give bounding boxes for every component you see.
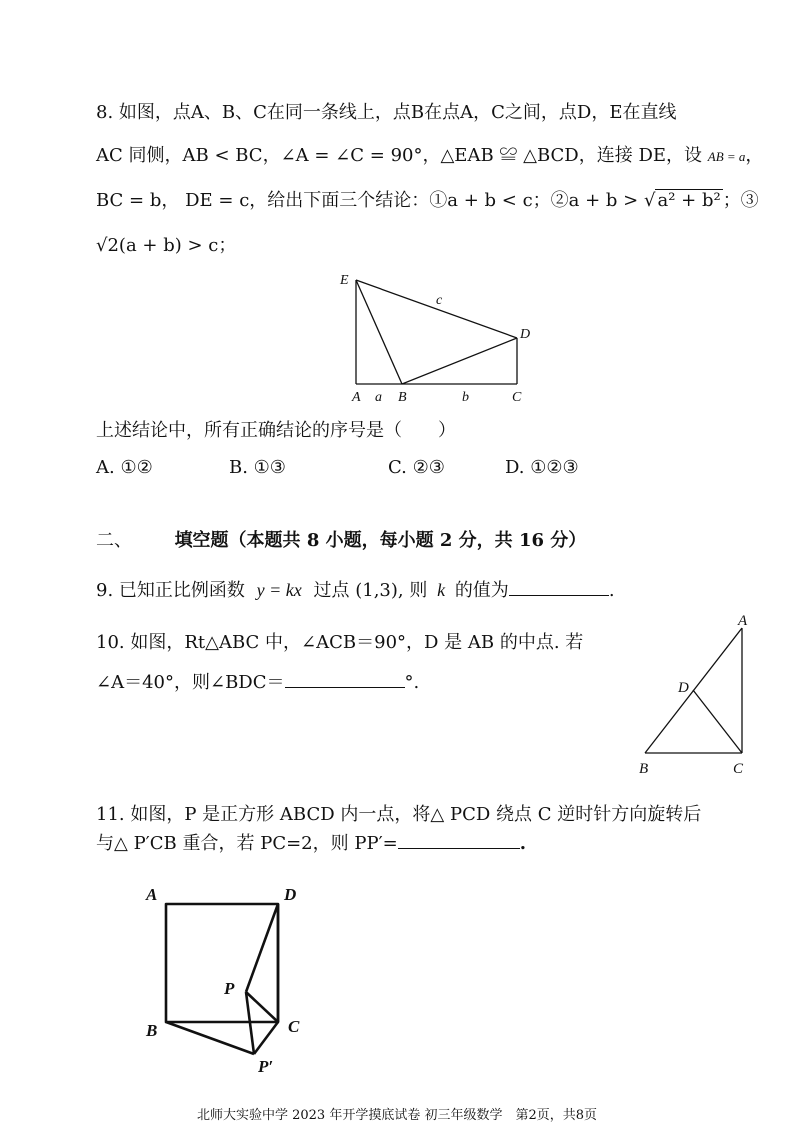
section2-heading (96, 526, 586, 552)
q8-line3 (96, 186, 759, 212)
q11-line2-end: . (519, 833, 527, 854)
q9-var: k (437, 580, 446, 600)
q9-end: . (608, 580, 615, 601)
q8-question: 上述结论中，所有正确结论的序号是（ ） (96, 420, 456, 441)
q8-line2-text: AC 同侧，AB < BC，∠A = ∠C = 90°，△EAB ≌ △BCD，连接 DE，设 (96, 145, 703, 166)
q8-line4-text: (a + b) > c； (118, 235, 237, 256)
q11-seg-P2C (254, 1022, 278, 1054)
q9-line (96, 576, 615, 602)
q8-sqrt: √ a² + b² (643, 190, 721, 211)
q10-label-D: D (678, 680, 689, 696)
q8-line1: 8. 如图，点A、B、C在同一条线上，点B在点A，C之间，点D，E在直线 (96, 102, 677, 123)
q8-label-E: E (340, 273, 349, 288)
q10-answer-blank[interactable] (285, 671, 405, 688)
q10-figure (632, 608, 762, 780)
q11-square (166, 904, 278, 1022)
q11-label-D: D (284, 885, 297, 904)
q11-answer-blank[interactable] (398, 832, 520, 849)
q8-label-D: D (520, 327, 531, 342)
q11-line2-text: 与△ P′CB 重合，若 PC=2，则 PP′= (96, 833, 398, 854)
q10-label-A: A (738, 613, 748, 629)
q8-option-d: D. ①②③ (505, 457, 579, 478)
q8-sqrt2: √2 (96, 235, 119, 256)
q11-line1: 11. 如图，P 是正方形 ABCD 内一点，将△ PCD 绕点 C 逆时针方向旋转后 (96, 804, 702, 825)
q8-seg-ED (356, 280, 517, 338)
q8-option-c: C. ②③ (388, 457, 445, 478)
section2-number: 二、 (96, 530, 132, 551)
q8-label-c: c (436, 293, 443, 308)
q9-answer-blank[interactable] (509, 579, 609, 596)
q8-option-b: B. ①③ (229, 457, 286, 478)
q8-ab-def: AB = a (707, 149, 746, 164)
q8-line3-end: ；③ (722, 190, 759, 211)
q8-line2-comma: ， (745, 145, 764, 166)
q9-middle: 过点 (1,3), 则 (313, 580, 428, 601)
q9-formula: y = kx (256, 580, 302, 600)
section2-title: 填空题（本题共 8 小题，每小题 2 分，共 16 分） (174, 530, 587, 551)
q9-prefix: 9. 已知正比例函数 (96, 580, 245, 601)
q8-figure (330, 268, 540, 406)
q8-line2 (96, 141, 763, 167)
q9-suffix: 的值为 (454, 580, 509, 601)
q8-radicand: a² + b² (657, 190, 721, 211)
q10-line2 (96, 668, 419, 694)
q11-seg-PC (246, 992, 278, 1022)
q11-label-C: C (288, 1017, 300, 1036)
q8-line4 (96, 231, 236, 257)
q10-seg-DC (693, 690, 742, 753)
q10-line2-text: ∠A＝40°，则∠BDC＝ (96, 672, 285, 693)
q11-label-A: A (146, 885, 158, 904)
q11-line2 (96, 829, 526, 855)
q8-label-A: A (352, 390, 361, 405)
q8-seg-EB (356, 280, 402, 384)
q8-seg-BD (402, 338, 517, 384)
q8-label-b: b (462, 390, 469, 405)
q11-label-P-prime: P′ (258, 1057, 274, 1076)
q11-label-B: B (146, 1021, 158, 1040)
q10-line1: 10. 如图，Rt△ABC 中，∠ACB＝90°，D 是 AB 的中点. 若 (96, 632, 584, 653)
q10-line2-end: °. (404, 672, 420, 693)
page-footer: 北师大实验中学 2023 年开学摸底试卷 初三年级数学 第2页，共8页 (196, 1108, 598, 1123)
q8-option-a: A. ①② (96, 457, 153, 478)
q11-label-P: P (224, 979, 235, 998)
q8-label-C: C (512, 390, 522, 405)
q10-label-C: C (733, 761, 744, 777)
q8-label-B: B (398, 390, 407, 405)
q11-seg-BP2 (166, 1022, 254, 1054)
q11-seg-DP (246, 904, 278, 992)
q10-label-B: B (639, 761, 649, 777)
q8-line3-text: BC = b， DE = c，给出下面三个结论：①a + b < c；②a + b > (96, 190, 639, 211)
q8-label-a: a (375, 390, 382, 405)
q11-figure (140, 878, 320, 1078)
